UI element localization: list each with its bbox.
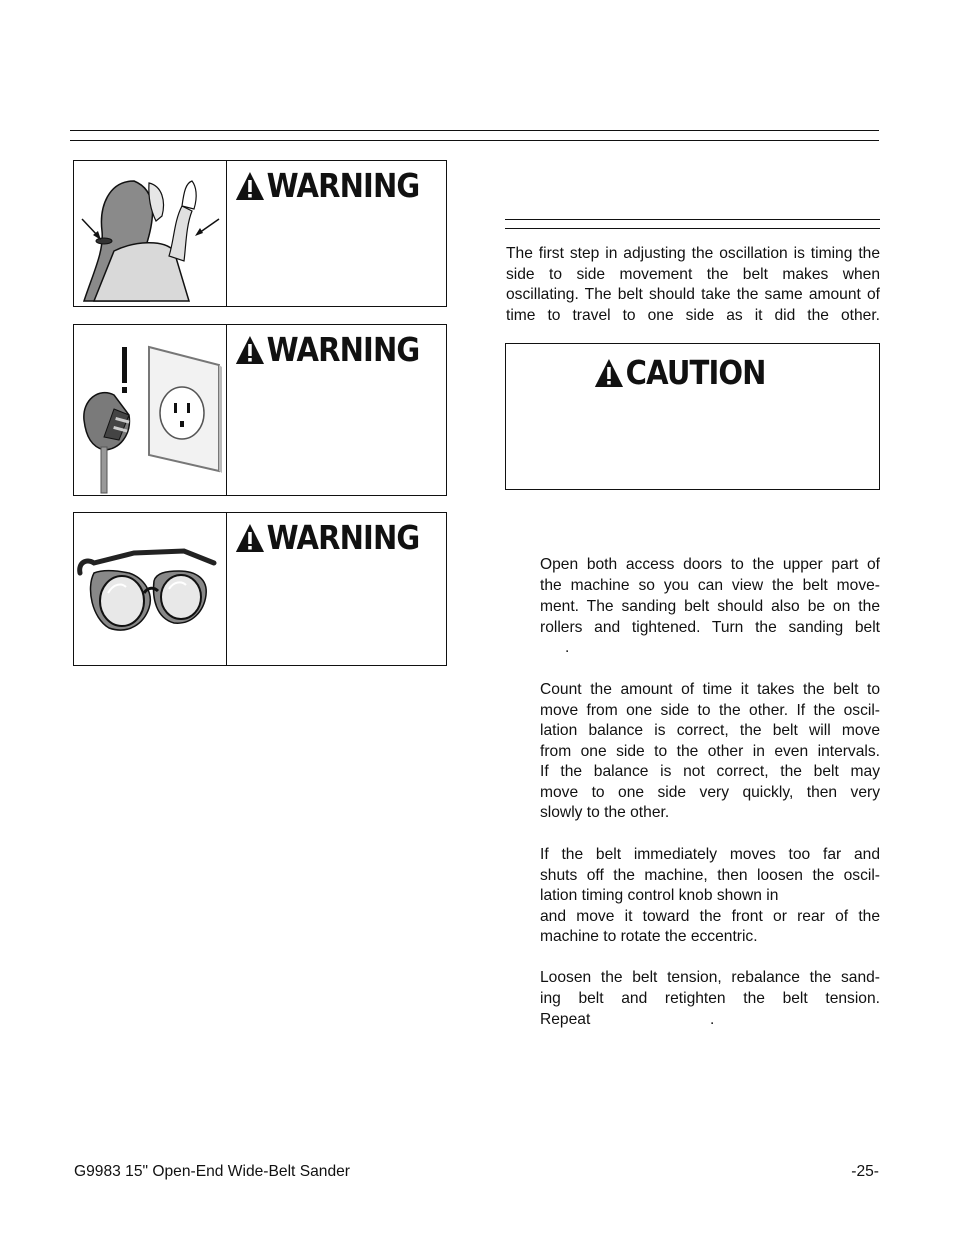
step-line: Loosen the belt tension, rebalance the sand- (540, 969, 880, 986)
warning-signal (235, 166, 420, 205)
tie-back-hair-illustration (74, 161, 227, 306)
step-line: lation balance is correct, the belt will move (540, 722, 880, 739)
step-line: the machine so you can view the belt move- (540, 577, 880, 594)
step-line: Repeat (540, 1011, 591, 1028)
warning-text-area (227, 513, 446, 665)
exclamation-triangle-icon (235, 523, 265, 553)
step-line: If the balance is not correct, the belt may (540, 763, 880, 780)
caution-label: CAUTION (625, 353, 766, 392)
warning-box-eye-protection (73, 512, 447, 666)
step-line: . (565, 639, 570, 656)
warning-label: WARNING (266, 330, 420, 369)
header-rule-bottom (70, 140, 879, 141)
page-number: -25- (851, 1163, 879, 1180)
safety-glasses-illustration (74, 513, 227, 665)
step-line: from one side to the other in even intervals. (540, 743, 880, 760)
step-line: Count the amount of time it takes the belt to (540, 681, 880, 698)
step-line: shuts off the machine, then loosen the oscil- (540, 867, 880, 884)
warning-label: WARNING (266, 518, 420, 557)
warning-box-hair (73, 160, 447, 307)
warning-label: WARNING (266, 166, 420, 205)
warning-text-area (227, 161, 446, 306)
warning-signal (235, 330, 420, 369)
exclamation-triangle-icon (235, 335, 265, 365)
warning-signal (235, 518, 420, 557)
step-line: ment. The sanding belt should also be on the (540, 598, 880, 615)
warning-text-area (227, 325, 446, 495)
step-line: move from one side to the other. If the oscil- (540, 702, 880, 719)
intro-paragraph: The first step in adjusting the oscillation is timing the side to side movement the belt makes when oscillating. The belt should take the same amount of time to travel to one side as it did the other. (506, 245, 880, 325)
step-line: slowly to the other. (540, 804, 670, 821)
exclamation-triangle-icon (235, 171, 265, 201)
caution-signal (594, 353, 766, 392)
section-rule-top (505, 219, 880, 220)
step-line: move to one side very quickly, then very (540, 784, 880, 801)
footer-title: G9983 15" Open-End Wide-Belt Sander (74, 1163, 350, 1180)
section-rule-bottom (505, 228, 880, 229)
step-line: and move it toward the front or rear of the (540, 908, 880, 925)
warning-box-unplug (73, 324, 447, 496)
step-line: If the belt immediately moves too far and (540, 846, 880, 863)
step-line: machine to rotate the eccentric. (540, 928, 758, 945)
caution-box (505, 343, 880, 490)
step-line: rollers and tightened. Turn the sanding belt (540, 619, 880, 636)
step-line: lation timing control knob shown in (540, 887, 779, 904)
step-line: ing belt and retighten the belt tension. (540, 990, 880, 1007)
header-rule-top (70, 130, 879, 131)
exclamation-triangle-icon (594, 358, 624, 388)
step-line: . (710, 1011, 715, 1028)
unplug-power-illustration (74, 325, 227, 495)
step-line: Open both access doors to the upper part of (540, 556, 880, 573)
